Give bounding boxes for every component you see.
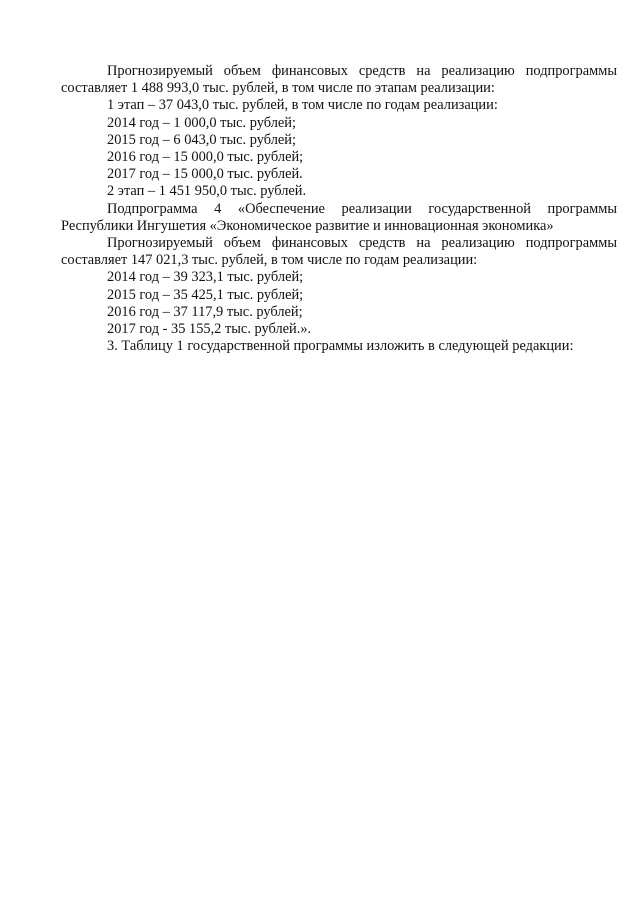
- paragraph-subprogram-3-funding: Прогнозируемый объем финансовых средств на реализацию подпрограммы составляет 1 488 993,0 тыс. рублей, в том числе по этапам реализации:: [61, 63, 617, 97]
- paragraph-year-2016: 2016 год – 15 000,0 тыс. рублей;: [107, 149, 304, 166]
- paragraph-sp4-year-2015: 2015 год – 35 425,1 тыс. рублей;: [107, 286, 304, 303]
- paragraph-subprogram-4-funding: Прогнозируемый объем финансовых средств на реализацию подпрограммы составляет 147 021,3 тыс. рублей, в том числе по годам реализации:: [61, 235, 617, 269]
- paragraph-year-2017: 2017 год – 15 000,0 тыс. рублей.: [107, 166, 303, 183]
- paragraph-year-2015: 2015 год – 6 043,0 тыс. рублей;: [107, 131, 296, 148]
- paragraph-sp4-year-2016: 2016 год – 37 117,9 тыс. рублей;: [107, 303, 303, 320]
- paragraph-stage-2: 2 этап – 1 451 950,0 тыс. рублей.: [107, 183, 307, 200]
- document-body: [61, 63, 617, 355]
- paragraph-sp4-year-2017: 2017 год - 35 155,2 тыс. рублей.».: [107, 321, 312, 338]
- paragraph-table-1-instruction: 3. Таблицу 1 государственной программы изложить в следующей редакции:: [107, 338, 574, 355]
- paragraph-subprogram-4-title: Подпрограмма 4 «Обеспечение реализации государственной программы Республики Ингушетия «Экономическое развитие и инновационная экономика»: [61, 200, 617, 234]
- paragraph-year-2014: 2014 год – 1 000,0 тыс. рублей;: [107, 114, 296, 131]
- paragraph-stage-1: 1 этап – 37 043,0 тыс. рублей, в том числе по годам реализации:: [107, 97, 498, 114]
- paragraph-sp4-year-2014: 2014 год – 39 323,1 тыс. рублей;: [107, 269, 304, 286]
